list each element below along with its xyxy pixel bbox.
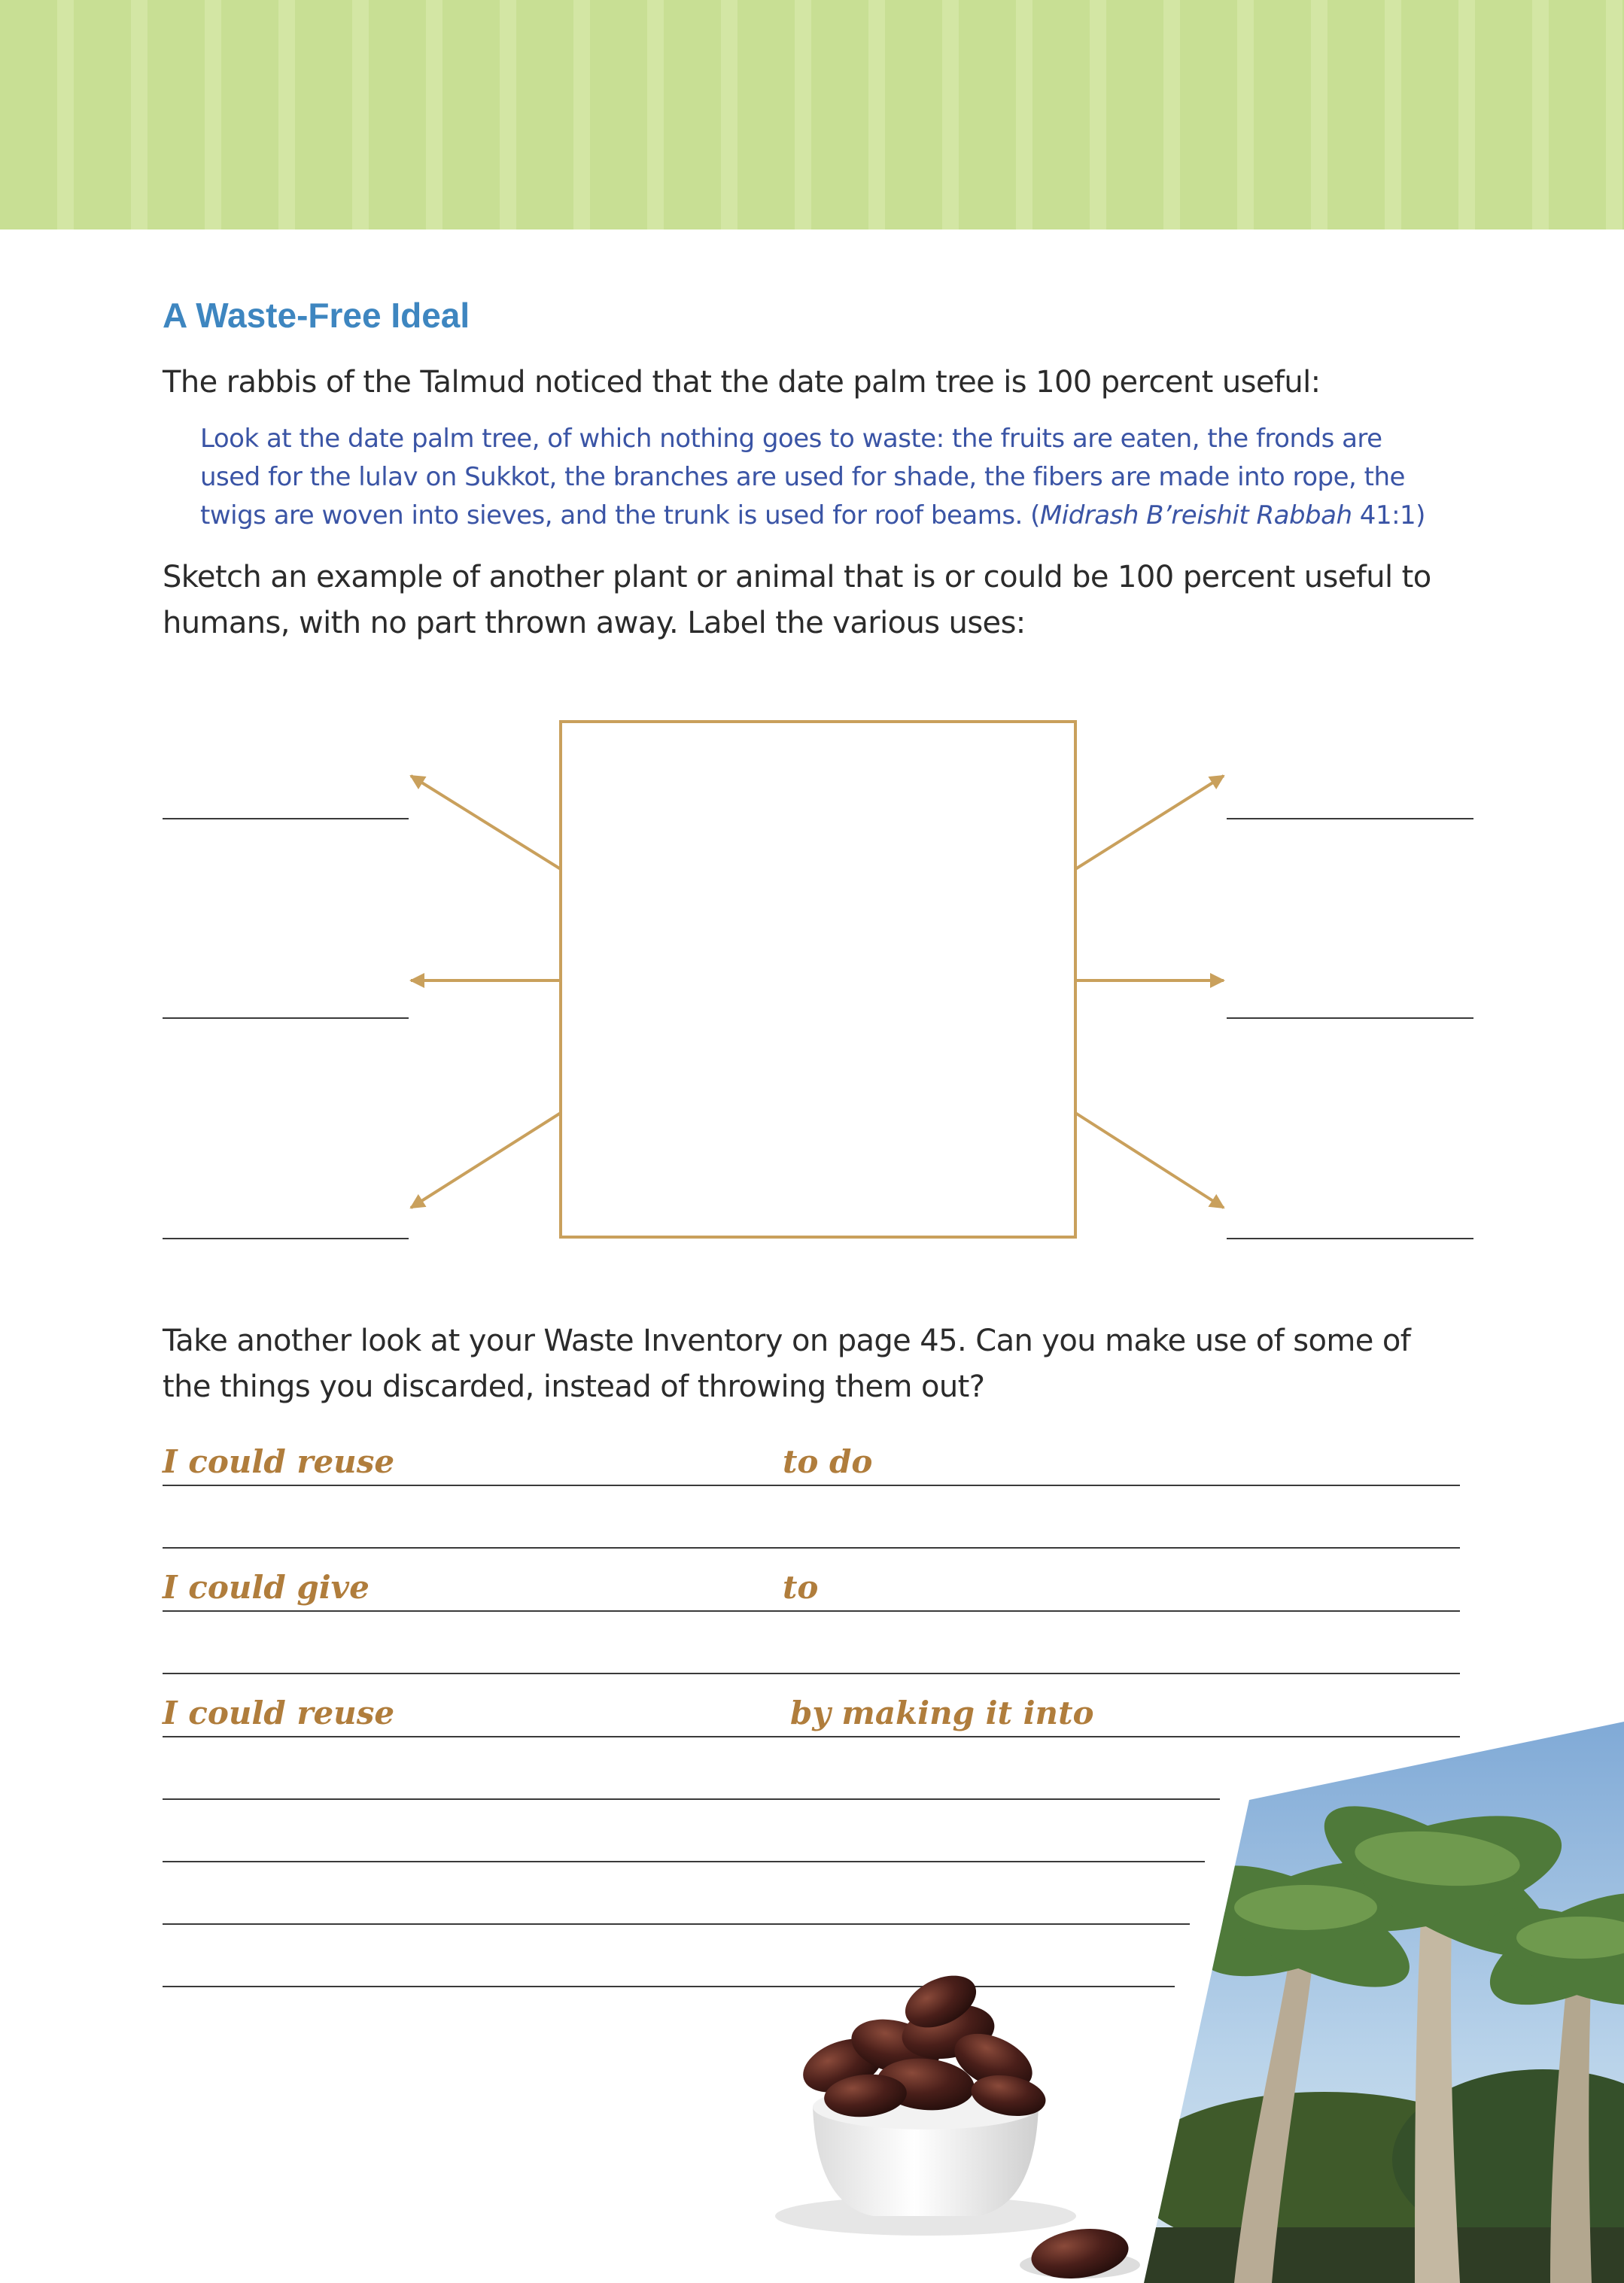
write-line-1[interactable] <box>163 1485 1460 1486</box>
inventory-prompt: Take another look at your Waste Inventory on page 45. Can you make use of some of the things you discarded, instead of throwing them out? <box>163 1324 1411 1404</box>
bowl-of-dates-photo <box>775 1965 1140 2283</box>
write-line-7[interactable] <box>163 1861 1205 1862</box>
fill-label-give: I could give <box>163 1569 370 1606</box>
fill-label-to-do: to do <box>783 1443 873 1480</box>
fill-label-reuse-2: I could reuse <box>163 1695 395 1731</box>
quote-text: Look at the date palm tree, of which nothing goes to waste: the fruits are eaten, the fronds are used for the lulav on Sukkot, the branches are used for shade, the fibers are made into rope, the twigs are woven into sieves, and the trunk is used for roof beams. ( <box>200 424 1405 530</box>
write-line-4[interactable] <box>163 1673 1460 1674</box>
arrow-upper-right <box>1075 776 1224 869</box>
write-line-2[interactable] <box>163 1547 1460 1549</box>
write-line-5[interactable] <box>163 1736 1460 1737</box>
write-line-9[interactable] <box>163 1986 1175 1987</box>
intro-paragraph: The rabbis of the Talmud noticed that the date palm tree is 100 percent useful: <box>163 365 1321 400</box>
section-heading: A Waste-Free Ideal <box>163 296 470 335</box>
quote-source: Midrash B’reishit Rabbah <box>1039 500 1352 530</box>
arrow-upper-left <box>411 776 561 869</box>
write-line-3[interactable] <box>163 1610 1460 1612</box>
arrow-lower-right <box>1075 1113 1224 1208</box>
talmud-quote <box>200 420 1442 535</box>
arrow-lower-left <box>411 1113 561 1208</box>
sketch-prompt: Sketch an example of another plant or animal that is or could be 100 percent useful to humans, with no part thrown away. Label the various uses: <box>163 560 1431 640</box>
fill-label-reuse-1: I could reuse <box>163 1443 395 1480</box>
sketch-box[interactable] <box>561 722 1075 1237</box>
sketch-diagram <box>0 707 1624 1264</box>
quote-ref: 41:1) <box>1352 500 1425 530</box>
write-line-6[interactable] <box>163 1798 1220 1800</box>
striped-header-banner <box>0 0 1624 230</box>
fill-label-making-into: by making it into <box>790 1695 1094 1731</box>
write-line-8[interactable] <box>163 1923 1190 1925</box>
fill-label-to: to <box>783 1569 819 1606</box>
palm-trees-photo <box>1129 1716 1624 2283</box>
